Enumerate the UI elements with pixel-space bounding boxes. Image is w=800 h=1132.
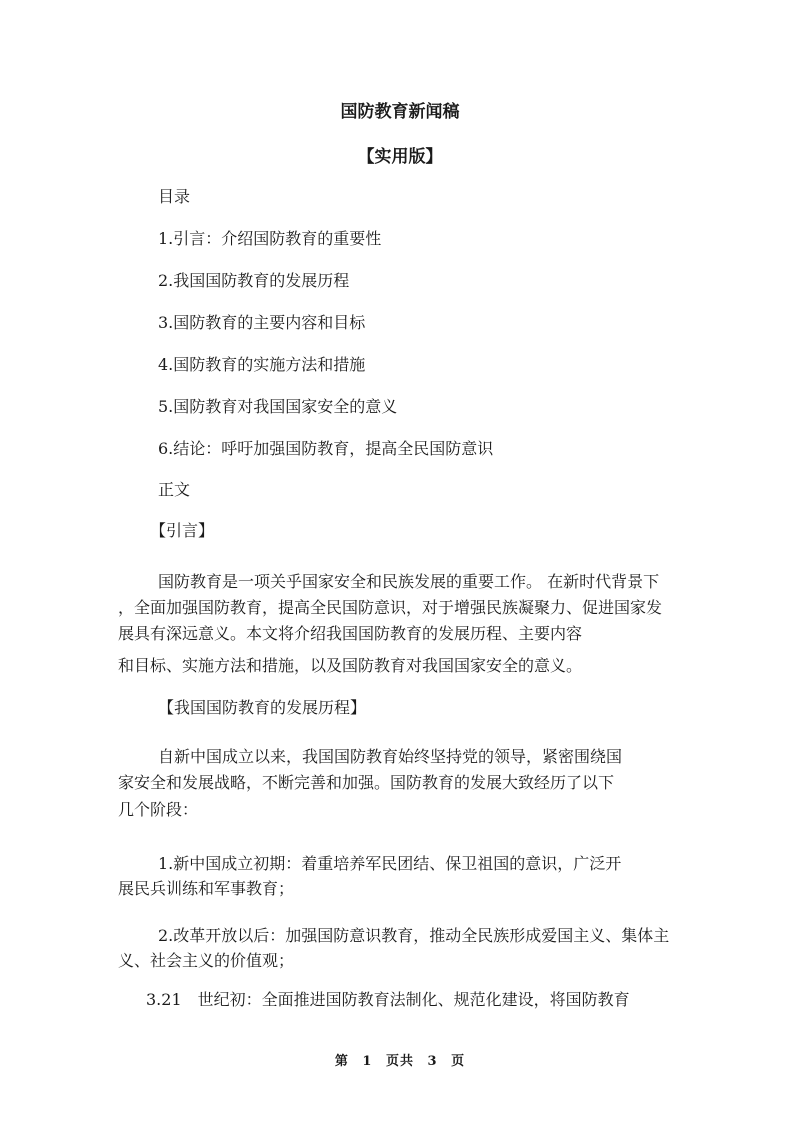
paragraph-line: 1.新中国成立初期：着重培养军民团结、保卫祖国的意识，广泛开 (158, 854, 622, 873)
footer-label-ye: 页 (451, 1054, 466, 1069)
footer-total-pages: 3 (427, 1054, 438, 1069)
paragraph-line: 展民兵训练和军事教育； (118, 879, 295, 898)
paragraph-line: 和目标、实施方法和措施，以及国防教育对我国国家安全的意义。 (118, 656, 583, 675)
toc-item: 2.我国国防教育的发展历程 (158, 271, 350, 290)
paragraph-line: 国防教育是一项关乎国家安全和民族发展的重要工作。 在新时代背景下 (158, 572, 660, 591)
paragraph-line: 义、社会主义的价值观； (118, 951, 295, 970)
paragraph-line: 展具有深远意义。本文将介绍我国国防教育的发展历程、主要内容 (118, 624, 583, 643)
intro-heading: 【引言】 (150, 521, 215, 540)
paragraph-line: 自新中国成立以来，我国国防教育始终坚持党的领导，紧密围绕国 (158, 747, 623, 766)
toc-item: 3.国防教育的主要内容和目标 (158, 313, 366, 332)
footer-label-di: 第 (334, 1054, 349, 1069)
page-footer (0, 1050, 800, 1069)
paragraph-line: 2.改革开放以后：加强国防意识教育，推动全民族形成爱国主义、集体主 (158, 926, 670, 945)
document-title: 国防教育新闻稿 (340, 102, 460, 122)
paragraph-line: 几个阶段： (118, 800, 199, 819)
body-heading: 正文 (158, 480, 191, 499)
document-edition: 【实用版】 (357, 147, 443, 167)
history-heading: 【我国国防教育的发展历程】 (158, 698, 367, 717)
paragraph-line: ，全面加强国防教育，提高全民国防意识，对于增强民族凝聚力、促进国家发 (118, 598, 663, 617)
toc-item: 5.国防教育对我国国家安全的意义 (158, 397, 398, 416)
toc-item: 4.国防教育的实施方法和措施 (158, 355, 366, 374)
footer-page-number: 1 (362, 1054, 373, 1069)
toc-heading: 目录 (158, 187, 191, 206)
toc-item: 6.结论：呼吁加强国防教育，提高全民国防意识 (158, 439, 494, 458)
paragraph-line: 家安全和发展战略，不断完善和加强。国防教育的发展大致经历了以下 (118, 773, 615, 792)
toc-item: 1.引言：介绍国防教育的重要性 (158, 229, 382, 248)
footer-label-ye-gong: 页共 (385, 1054, 414, 1069)
stage-3-line: 3.21 世纪初：全面推进国防教育法制化、规范化建设，将国防教育 (146, 990, 630, 1009)
